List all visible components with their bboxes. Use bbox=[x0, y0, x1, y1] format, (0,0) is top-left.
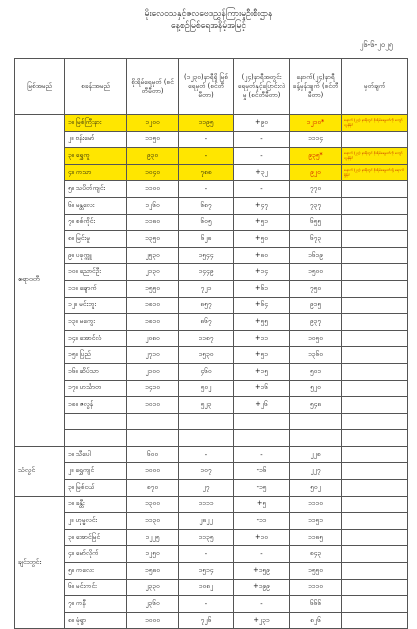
remark-cell: နောက် (၂၄) နာရီတွင် စိုးရိမ်ရေမှတ်သို့ ရောက်ရှိနိုင် bbox=[342, 164, 408, 181]
forecast-cell: ၁၃၆၀ bbox=[290, 347, 342, 364]
danger-level-cell: ၁၂၆၀ bbox=[127, 197, 179, 214]
table-row bbox=[15, 131, 408, 148]
station-cell: ၁၂။ မင်းဘူး bbox=[65, 297, 127, 314]
table-row bbox=[15, 314, 408, 331]
danger-level-cell: ၆၀၀ bbox=[127, 446, 179, 463]
col-header-region: မြစ်အမည် bbox=[15, 59, 65, 115]
danger-level-cell: ၉၃၀ bbox=[127, 148, 179, 165]
remark-cell bbox=[342, 330, 408, 347]
danger-level-cell: ၁၁၈၀ bbox=[127, 214, 179, 231]
station-cell: ၁။ ခန္တီး bbox=[65, 496, 127, 513]
current-level-cell: ၁၅၄၄ bbox=[179, 247, 234, 264]
current-level-cell: ၅၂၃ bbox=[179, 397, 234, 414]
col-header-danger-level: စိုးရိမ်ရေမှတ် (စင်တီမီတာ) bbox=[127, 59, 179, 115]
current-level-cell: ၅၀၂ bbox=[179, 380, 234, 397]
current-level-cell: ၈၆၇ bbox=[179, 314, 234, 331]
danger-level-cell: ၁၀၀၀ bbox=[127, 612, 179, 629]
danger-level-cell: ၁၄၁၀ bbox=[127, 380, 179, 397]
forecast-cell: ၅၂၀ bbox=[290, 380, 342, 397]
change-cell: - bbox=[234, 596, 290, 613]
forecast-cell: ၁၂၁၀* bbox=[290, 115, 342, 132]
current-level-cell: - bbox=[179, 131, 234, 148]
forecast-cell: ၂၂၈ bbox=[290, 446, 342, 463]
danger-level-cell: ၂၁၃၀ bbox=[127, 264, 179, 281]
station-cell: ၇။ စစ်ကိုင်း bbox=[65, 214, 127, 231]
change-cell: -၁၅ bbox=[234, 480, 290, 497]
danger-level-cell: ၂၅၃၀ bbox=[127, 247, 179, 264]
station-cell: ၁၃။ မကွေး bbox=[65, 314, 127, 331]
remark-cell: နောက် (၂၄) နာရီတွင် စိုးရိမ်ရေမှတ်ကို ကျော်လွန်နိုင် bbox=[342, 148, 408, 165]
remark-cell bbox=[342, 397, 408, 414]
table-row bbox=[15, 264, 408, 281]
remark-cell bbox=[342, 546, 408, 563]
change-cell: +၁၅ bbox=[234, 363, 290, 380]
remark-cell bbox=[342, 181, 408, 198]
change-cell: -၁၁ bbox=[234, 513, 290, 530]
change-cell: +၁၅၉ bbox=[234, 563, 290, 580]
change-cell bbox=[234, 430, 290, 447]
remark-cell bbox=[342, 579, 408, 596]
station-cell: ၁၄။ အောင်လံ bbox=[65, 330, 127, 347]
col-header-remark: မှတ်ချက် bbox=[342, 59, 408, 115]
station-cell: ၁၀။ ညောင်ဦး bbox=[65, 264, 127, 281]
remark-cell bbox=[342, 363, 408, 380]
forecast-cell: ၇၇၀ bbox=[290, 181, 342, 198]
remark-cell bbox=[342, 264, 408, 281]
change-cell: - bbox=[234, 446, 290, 463]
current-level-cell: ၁၅၃၀ bbox=[179, 347, 234, 364]
danger-level-cell: ၁၀၁၀ bbox=[127, 397, 179, 414]
forecast-cell: ၁၅၀၀ bbox=[290, 264, 342, 281]
change-cell: - bbox=[234, 181, 290, 198]
forecast-cell: ၁၅၅၀ bbox=[290, 563, 342, 580]
table-body bbox=[15, 115, 408, 629]
station-cell: ၅။ သပိတ်ကျင်း bbox=[65, 181, 127, 198]
danger-level-cell: ၁၈၁၀ bbox=[127, 314, 179, 331]
table-row bbox=[15, 563, 408, 580]
current-level-cell: - bbox=[179, 546, 234, 563]
forecast-cell: ၆၆၆ bbox=[290, 596, 342, 613]
remark-cell bbox=[342, 197, 408, 214]
change-cell: +၄၇ bbox=[234, 197, 290, 214]
current-level-cell: - bbox=[179, 148, 234, 165]
remark-cell bbox=[342, 513, 408, 530]
change-cell: +၁၆ bbox=[234, 380, 290, 397]
change-cell: +၅၁ bbox=[234, 347, 290, 364]
current-level-cell: ၁၁၉၅ bbox=[179, 115, 234, 132]
region-cell: ဧရာဝတီ bbox=[15, 115, 65, 447]
change-cell: - bbox=[234, 148, 290, 165]
station-cell: ၁၅။ ပြည် bbox=[65, 347, 127, 364]
change-cell: -၁၆ bbox=[234, 463, 290, 480]
current-level-cell: ၆၂၈ bbox=[179, 231, 234, 248]
table-header-row bbox=[15, 59, 408, 115]
forecast-cell: ၆၇၃ bbox=[290, 231, 342, 248]
remark-cell bbox=[342, 297, 408, 314]
station-cell: ၅။ ကလေး bbox=[65, 563, 127, 580]
current-level-cell: ၁၀၇ bbox=[179, 463, 234, 480]
col-header-station: စခန်းအမည် bbox=[65, 59, 127, 115]
station-cell: ၁၁။ ချောက် bbox=[65, 280, 127, 297]
station-cell: ၁၇။ ဟင်္သာတ bbox=[65, 380, 127, 397]
change-cell: +၈၀ bbox=[234, 247, 290, 264]
current-level-cell: ၂၈၂၂ bbox=[179, 513, 234, 530]
change-cell: +၉၀ bbox=[234, 115, 290, 132]
col-header-forecast: နောက်(၂၄)နာရီ ခန့်မှန်းချက် (စင်တီမီတာ) bbox=[290, 59, 342, 115]
table-row bbox=[15, 430, 408, 447]
forecast-cell: ၁၁၅၁ bbox=[290, 513, 342, 530]
table-row bbox=[15, 413, 408, 430]
change-cell: - bbox=[234, 546, 290, 563]
danger-level-cell: ၁၀၀၀ bbox=[127, 463, 179, 480]
forecast-cell: ၆၅၅ bbox=[290, 214, 342, 231]
forecast-cell: ၁၆၁၉ bbox=[290, 247, 342, 264]
station-cell: ၂။ ဟုမ္မလင်း bbox=[65, 513, 127, 530]
col-header-change: (၂၄)နာရီအတွင်း ရေမှတ်နှင့်ပြောင်းလဲမှု (စင်တီမီတာ) bbox=[234, 59, 290, 115]
table-row bbox=[15, 397, 408, 414]
danger-level-cell: ၁၅၈၀ bbox=[127, 563, 179, 580]
remark-cell bbox=[342, 131, 408, 148]
table-row bbox=[15, 164, 408, 181]
danger-level-cell: ၁၅၅၀ bbox=[127, 280, 179, 297]
table-row bbox=[15, 496, 408, 513]
current-level-cell: ၁၀၈၂ bbox=[179, 579, 234, 596]
station-cell: ၄။ မော်လိုက် bbox=[65, 546, 127, 563]
forecast-cell bbox=[290, 413, 342, 430]
forecast-cell: ၈၄၃ bbox=[290, 546, 342, 563]
danger-level-cell: ၁၂၂၅ bbox=[127, 529, 179, 546]
table-row bbox=[15, 280, 408, 297]
forecast-cell: ၁၁၁၀ bbox=[290, 579, 342, 596]
forecast-cell: ၈၂၆ bbox=[290, 612, 342, 629]
remark-cell bbox=[342, 596, 408, 613]
current-level-cell: ၁၁၁၁ bbox=[179, 496, 234, 513]
forecast-cell bbox=[290, 430, 342, 447]
station-cell bbox=[65, 413, 127, 430]
danger-level-cell: ၁၀၄၀ bbox=[127, 164, 179, 181]
station-cell: ၂။ ဗန်းမော် bbox=[65, 131, 127, 148]
forecast-cell: ၇၃၇ bbox=[290, 197, 342, 214]
change-cell: +၅ bbox=[234, 496, 290, 513]
station-cell bbox=[65, 430, 127, 447]
change-cell: +၂၆ bbox=[234, 397, 290, 414]
danger-level-cell: ၂၃၆၀ bbox=[127, 596, 179, 613]
danger-level-cell: ၁၁၅၀ bbox=[127, 131, 179, 148]
change-cell: +၁၄ bbox=[234, 264, 290, 281]
table-row bbox=[15, 231, 408, 248]
table-row bbox=[15, 181, 408, 198]
current-level-cell: - bbox=[179, 596, 234, 613]
table-row bbox=[15, 214, 408, 231]
station-cell: ၁။ မြစ်ကြီးနား bbox=[65, 115, 127, 132]
forecast-cell: ၉၁၅ bbox=[290, 297, 342, 314]
current-level-cell: ၇၂၆ bbox=[179, 612, 234, 629]
remark-cell bbox=[342, 496, 408, 513]
danger-level-cell: ၂၇၁၀ bbox=[127, 347, 179, 364]
remark-cell bbox=[342, 280, 408, 297]
forecast-cell: ၁၁၈၅ bbox=[290, 529, 342, 546]
remark-cell bbox=[342, 247, 408, 264]
table-row bbox=[15, 463, 408, 480]
table-row bbox=[15, 115, 408, 132]
department-title: မိုးလေဝသနှင့်ဇလဗေဒညွှန်ကြားမှုဦးစီးဌာန bbox=[144, 9, 273, 19]
station-cell: ၈။ မြင်းမူ bbox=[65, 231, 127, 248]
change-cell: +၆၄ bbox=[234, 297, 290, 314]
remark-cell bbox=[342, 314, 408, 331]
table-row bbox=[15, 347, 408, 364]
station-cell: ၁။ သီပေါ bbox=[65, 446, 127, 463]
change-cell: +၅၀ bbox=[234, 231, 290, 248]
river-level-table bbox=[14, 58, 408, 629]
station-cell: ၃။ ရွှေကူ bbox=[65, 148, 127, 165]
remark-cell bbox=[342, 563, 408, 580]
station-cell: ၆။ မင်းကင်း bbox=[65, 579, 127, 596]
forecast-cell: ၅၀၁ bbox=[290, 363, 342, 380]
station-cell: ၆။ မန္တလေး bbox=[65, 197, 127, 214]
current-level-cell: ၇၈၈ bbox=[179, 164, 234, 181]
change-cell: +၁၁ bbox=[234, 330, 290, 347]
remark-cell bbox=[342, 380, 408, 397]
danger-level-cell: ၈၇၀ bbox=[127, 480, 179, 497]
document-header bbox=[0, 8, 417, 32]
table-row bbox=[15, 546, 408, 563]
remark-cell bbox=[342, 231, 408, 248]
current-level-cell: ၁၁၈၇ bbox=[179, 330, 234, 347]
remark-cell bbox=[342, 214, 408, 231]
current-level-cell: - bbox=[179, 181, 234, 198]
remark-cell bbox=[342, 347, 408, 364]
current-level-cell: ၁၅၁၄ bbox=[179, 563, 234, 580]
change-cell: +၅၁ bbox=[234, 214, 290, 231]
change-cell: +၅၅ bbox=[234, 314, 290, 331]
forecast-cell: ၉၃၇ bbox=[290, 314, 342, 331]
forecast-cell: ၁၁၁၄ bbox=[290, 131, 342, 148]
change-cell: +၁၀ bbox=[234, 529, 290, 546]
remark-cell: နောက် (၂၄) နာရီတွင် စိုးရိမ်ရေမှတ်ကို ကျော်လွန်နိုင် bbox=[342, 115, 408, 132]
danger-level-cell: ၁၂၅၀ bbox=[127, 546, 179, 563]
danger-level-cell: ၁၂၀၀ bbox=[127, 115, 179, 132]
table-row bbox=[15, 148, 408, 165]
station-cell: ၁၈။ ဇလွန် bbox=[65, 397, 127, 414]
station-cell: ၁၆။ ဆိပ်သာ bbox=[65, 363, 127, 380]
change-cell: +၆၁ bbox=[234, 280, 290, 297]
change-cell: +၁၉၉ bbox=[234, 579, 290, 596]
table-row bbox=[15, 380, 408, 397]
remark-cell bbox=[342, 529, 408, 546]
current-level-cell bbox=[179, 413, 234, 430]
danger-level-cell bbox=[127, 430, 179, 447]
remark-cell bbox=[342, 480, 408, 497]
table-row bbox=[15, 480, 408, 497]
forecast-cell: ၅၀၂ bbox=[290, 480, 342, 497]
forecast-cell: ၇၅၀ bbox=[290, 280, 342, 297]
danger-level-cell bbox=[127, 413, 179, 430]
danger-level-cell: ၁၁၀၀ bbox=[127, 181, 179, 198]
region-cell: သံလွင် bbox=[15, 446, 65, 496]
change-cell bbox=[234, 413, 290, 430]
table-row bbox=[15, 612, 408, 629]
remark-cell bbox=[342, 413, 408, 430]
table-row bbox=[15, 579, 408, 596]
forecast-cell: ၅၄၈ bbox=[290, 397, 342, 414]
current-level-cell bbox=[179, 430, 234, 447]
table-row bbox=[15, 247, 408, 264]
current-level-cell: ၁၁၃၅ bbox=[179, 529, 234, 546]
report-date: ၂၆-၆-၂၀၂၅ bbox=[359, 40, 393, 49]
remark-cell bbox=[342, 430, 408, 447]
station-cell: ၃။ အောင်မြင် bbox=[65, 529, 127, 546]
remark-cell bbox=[342, 612, 408, 629]
current-level-cell: ၄၆၀ bbox=[179, 363, 234, 380]
current-level-cell: ၆၀၅ bbox=[179, 214, 234, 231]
current-level-cell: ၂၇ bbox=[179, 480, 234, 497]
station-cell: ၈။ မုံရွာ bbox=[65, 612, 127, 629]
danger-level-cell: ၁၃၅၀ bbox=[127, 231, 179, 248]
station-cell: ၉။ ပခုက္ကူ bbox=[65, 247, 127, 264]
station-cell: ၃။ မြစ်ငယ် bbox=[65, 480, 127, 497]
danger-level-cell: ၁၈၁၀ bbox=[127, 297, 179, 314]
danger-level-cell: ၁၃၀၀ bbox=[127, 496, 179, 513]
region-cell: ချင်းတွင်း bbox=[15, 496, 65, 629]
remark-cell bbox=[342, 463, 408, 480]
table-row bbox=[15, 513, 408, 530]
change-cell: +၂၃၁ bbox=[234, 612, 290, 629]
change-cell: +၃၂ bbox=[234, 164, 290, 181]
station-cell: ၂။ ရွှေကျင် bbox=[65, 463, 127, 480]
current-level-cell: - bbox=[179, 446, 234, 463]
forecast-cell: ၉၃၅* bbox=[290, 148, 342, 165]
danger-level-cell: ၂၃၃၀ bbox=[127, 579, 179, 596]
forecast-cell: ၂၂၇ bbox=[290, 463, 342, 480]
danger-level-cell: ၁၁၃၀ bbox=[127, 513, 179, 530]
current-level-cell: ၈၅၇ bbox=[179, 297, 234, 314]
table-row bbox=[15, 446, 408, 463]
forecast-cell: ၁၀၅၀ bbox=[290, 330, 342, 347]
col-header-current-level: (၁၂၃၀)နာရီရှိ မြစ်ရေမှတ် (စင်တီမီတာ) bbox=[179, 59, 234, 115]
table-row bbox=[15, 297, 408, 314]
table-row bbox=[15, 363, 408, 380]
current-level-cell: ၁၄၄၉ bbox=[179, 264, 234, 281]
report-title: နေ့စဉ်မြစ်ရေအနိမ့်အမြင့် bbox=[171, 21, 246, 31]
station-cell: ၄။ ကသာ bbox=[65, 164, 127, 181]
current-level-cell: ၆၈၇ bbox=[179, 197, 234, 214]
danger-level-cell: ၂၀၈၀ bbox=[127, 330, 179, 347]
forecast-cell: ၁၁၁၀ bbox=[290, 496, 342, 513]
change-cell: - bbox=[234, 131, 290, 148]
forecast-cell: ၉၂၀ bbox=[290, 164, 342, 181]
station-cell: ၇။ ကနီ bbox=[65, 596, 127, 613]
remark-cell bbox=[342, 446, 408, 463]
table-row bbox=[15, 529, 408, 546]
table-row bbox=[15, 596, 408, 613]
current-level-cell: ၇၂၁ bbox=[179, 280, 234, 297]
danger-level-cell: ၂၁၀၀ bbox=[127, 363, 179, 380]
table-row bbox=[15, 197, 408, 214]
table-row bbox=[15, 330, 408, 347]
